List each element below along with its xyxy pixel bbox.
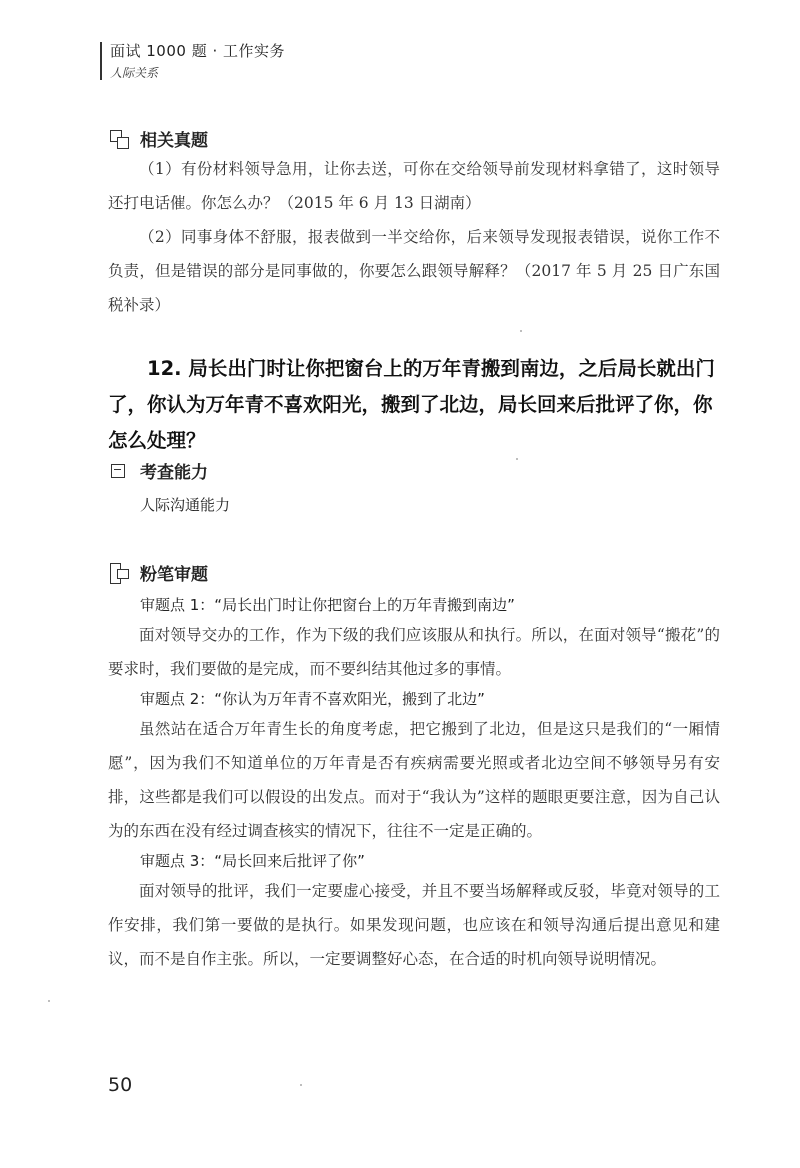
ability-title: 考查能力 (140, 463, 208, 483)
running-header-chapter: 人际关系 (110, 66, 159, 80)
review-point-3: 审题点 3：“局长回来后批评了你” (140, 852, 365, 870)
review-heading (108, 560, 208, 585)
review-icon (108, 562, 130, 584)
scan-speck (516, 458, 518, 460)
scan-speck (48, 1000, 50, 1002)
related-questions-title: 相关真题 (140, 131, 208, 151)
review-paragraph-1: 面对领导交办的工作，作为下级的我们应该服从和执行。所以，在面对领导“搬花”的要求时，我们要做的是完成，而不要纠结其他过多的事情。 (108, 626, 720, 678)
review-point-2: 审题点 2：“你认为万年青不喜欢阳光，搬到了北边” (140, 690, 485, 708)
related-questions-icon (108, 128, 130, 150)
related-question-1: （1）有份材料领导急用，让你去送，可你在交给领导前发现材料拿错了，这时领导还打电话催。你怎么办？（2015 年 6 月 13 日湖南） (108, 160, 720, 212)
page-number: 50 (108, 1074, 133, 1096)
scan-speck (300, 1084, 302, 1086)
review-point-1: 审题点 1：“局长出门时让你把窗台上的万年青搬到南边” (140, 596, 515, 614)
review-paragraph-2: 虽然站在适合万年青生长的角度考虑，把它搬到了北边，但是这只是我们的“一厢情愿”，因为我们不知道单位的万年青是否有疾病需要光照或者北边空间不够领导另有安排，这些都是我们可以假设的出发点。而对于“我认为”这样的题眼更要注意，因为自己认为的东西在没有经过调查核实的情况下，往往不一定是正确的。 (108, 720, 720, 840)
ability-value: 人际沟通能力 (140, 496, 231, 514)
review-title: 粉笔审题 (140, 565, 208, 585)
scan-speck (520, 330, 522, 332)
running-header-title: 面试 1000 题 · 工作实务 (110, 42, 286, 60)
ability-icon (108, 460, 130, 482)
header-divider (100, 42, 102, 80)
ability-heading (108, 458, 208, 483)
interview-question: 12. 局长出门时让你把窗台上的万年青搬到南边，之后局长就出门了，你认为万年青不喜欢阳光，搬到了北边，局长回来后批评了你，你怎么处理？ (108, 357, 715, 452)
related-questions-heading (108, 126, 208, 151)
review-paragraph-3: 面对领导的批评，我们一定要虚心接受，并且不要当场解释或反驳，毕竟对领导的工作安排，我们第一要做的是执行。如果发现问题，也应该在和领导沟通后提出意见和建议，而不是自作主张。所以，一定要调整好心态，在合适的时机向领导说明情况。 (108, 882, 720, 968)
related-question-2: （2）同事身体不舒服，报表做到一半交给你，后来领导发现报表错误，说你工作不负责，但是错误的部分是同事做的，你要怎么跟领导解释？（2017 年 5 月 25 日广东国税补录） (108, 228, 720, 314)
